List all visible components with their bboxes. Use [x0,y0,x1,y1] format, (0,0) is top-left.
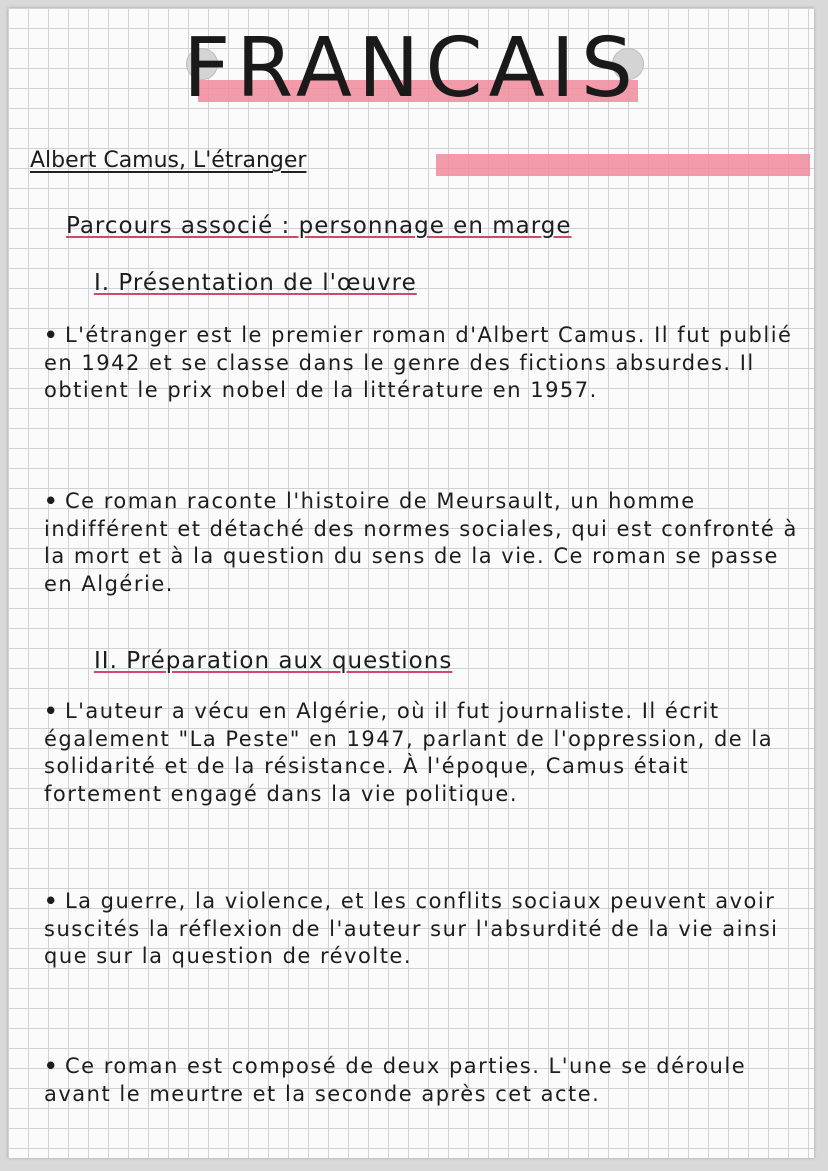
paragraph-2 [44,488,804,598]
paragraph-1 [44,322,804,405]
paragraph-5-text: Ce roman est composé de deux parties. L'une se déroule avant le meurtre et la seconde après cet acte. [44,1054,747,1106]
book-line: Albert Camus, L'étranger [30,148,307,173]
paragraph-1-text: L'étranger est le premier roman d'Albert Camus. Il fut publié en 1942 et se classe dans le genre des fictions absurdes. Il obtient le prix nobel de la littérature en 1957. [44,323,793,402]
paragraph-2-text: Ce roman raconte l'histoire de Meursault, un homme indifférent et détaché des normes sociales, qui est confronté à la mort et à la question du sens de la vie. Ce roman se passe en Algérie. [44,489,798,596]
paragraph-3-text: L'auteur a vécu en Algérie, où il fut journaliste. Il écrit également "La Peste" en 1947, parlant de l'oppression, de la solidarité et de la résistance. À l'époque, Camus était fortement engagé dans la vie politique. [44,699,774,806]
bullet-icon: • [44,489,59,513]
paragraph-4 [44,888,804,971]
paragraph-4-text: La guerre, la violence, et les conflits sociaux peuvent avoir suscités la réflexion de l'auteur sur l'absurdité de la vie ainsi que sur la question de révolte. [44,889,779,968]
section-1-title: I. Présentation de l'œuvre [94,270,417,296]
bullet-icon: • [44,323,59,347]
book-line-highlight [436,154,810,176]
paragraph-3 [44,698,804,808]
bullet-icon: • [44,889,59,913]
section-2-title: II. Préparation aux questions [94,648,453,674]
bullet-icon: • [44,699,59,723]
notebook-page [8,8,814,1158]
parcours-line [66,213,572,239]
parcours-text: Parcours associé : personnage en marge [66,213,572,239]
bullet-icon: • [44,1054,59,1078]
page-title: FRANCAIS [183,21,639,116]
paragraph-5 [44,1053,804,1108]
